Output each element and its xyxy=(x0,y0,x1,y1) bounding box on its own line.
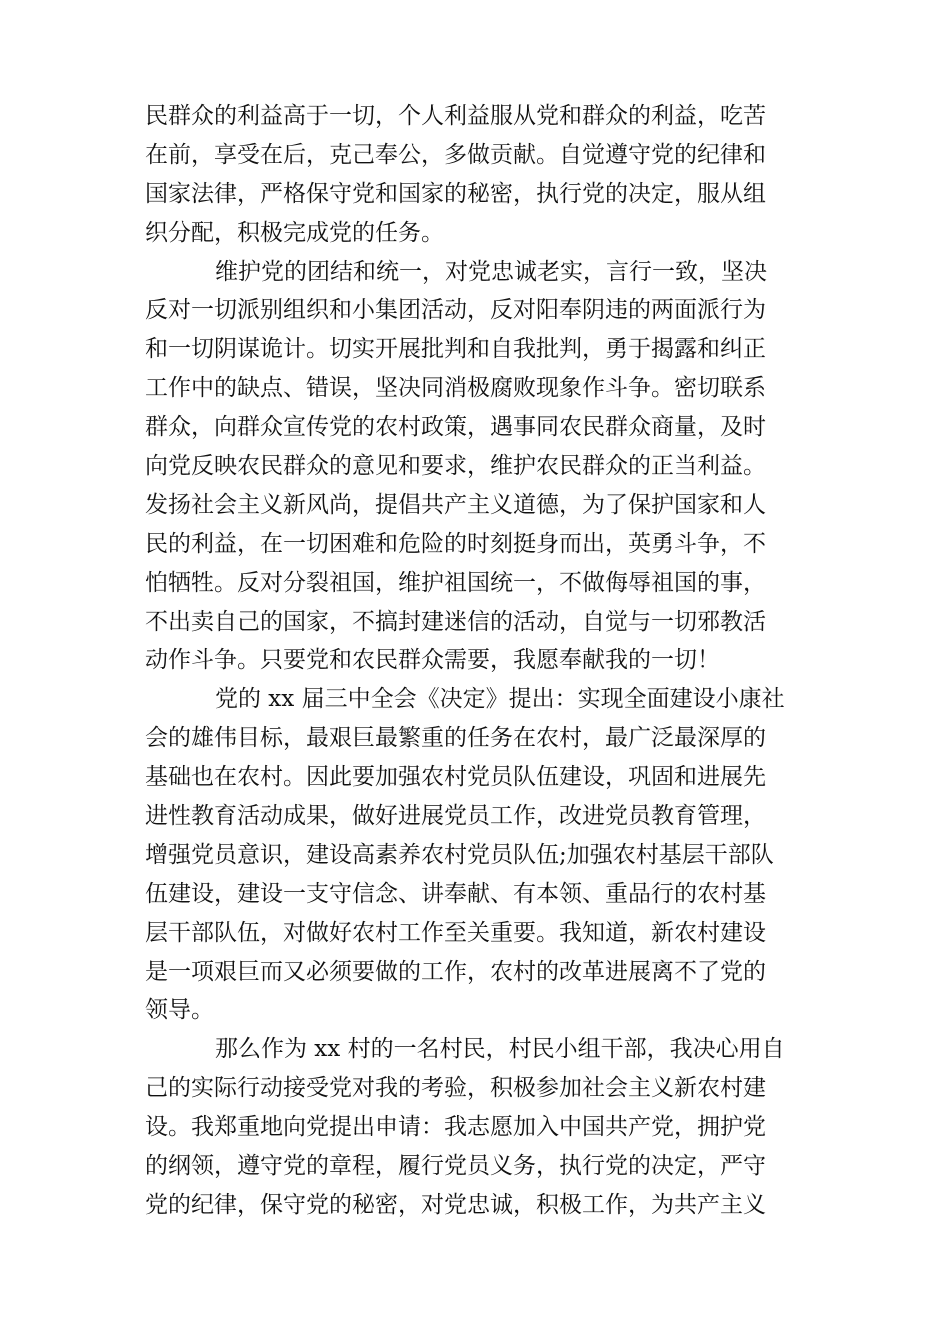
text-line: 怕牺牲。反对分裂祖国，维护祖国统一，不做侮辱祖国的事， xyxy=(145,569,766,596)
text-line: 会的雄伟目标，最艰巨最繁重的任务在农村，最广泛最深厚的 xyxy=(145,725,766,752)
text-line: 层干部队伍，对做好农村工作至关重要。我知道，新农村建设 xyxy=(145,919,766,946)
text-line: 国家法律，严格保守党和国家的秘密，执行党的决定，服从组 xyxy=(145,180,766,207)
text-line: 发扬社会主义新风尚，提倡共产主义道德，为了保护国家和人 xyxy=(145,491,766,518)
paragraph-2 xyxy=(145,253,805,681)
text-line: 基础也在农村。因此要加强农村党员队伍建设，巩固和进展先 xyxy=(145,764,766,791)
text-line: 反对一切派别组织和小集团活动，反对阳奉阴违的两面派行为 xyxy=(145,297,766,324)
text-line-first: 维护党的团结和统一，对党忠诚老实，言行一致，坚决 xyxy=(215,258,767,285)
text-line: 设。我郑重地向党提出申请：我志愿加入中国共产党，拥护党 xyxy=(145,1114,766,1141)
text-line-first: 党的 xx 届三中全会《决定》提出：实现全面建设小康社 xyxy=(215,686,785,713)
text-line: 民的利益，在一切困难和危险的时刻挺身而出，英勇斗争，不 xyxy=(145,530,766,557)
text-line: 进性教育活动成果，做好进展党员工作，改进党员教育管理， xyxy=(145,803,766,830)
text-line: 党的纪律，保守党的秘密，对党忠诚，积极工作，为共产主义 xyxy=(145,1191,766,1218)
text-line: 工作中的缺点、错误，坚决同消极腐败现象作斗争。密切联系 xyxy=(145,375,766,402)
text-line: 增强党员意识，建设高素养农村党员队伍;加强农村基层干部队 xyxy=(145,841,774,868)
text-line: 的纲领，遵守党的章程，履行党员义务，执行党的决定，严守 xyxy=(145,1153,766,1180)
text-line: 伍建设，建设一支守信念、讲奉献、有本领、重品行的农村基 xyxy=(145,880,766,907)
text-line: 织分配，积极完成党的任务。 xyxy=(145,219,444,246)
paragraph-4 xyxy=(145,1030,805,1224)
paragraph-1 xyxy=(145,97,805,253)
text-line: 不出卖自己的国家，不搞封建迷信的活动，自觉与一切邪教活 xyxy=(145,608,766,635)
text-line: 是一项艰巨而又必须要做的工作，农村的改革进展离不了党的 xyxy=(145,958,766,985)
text-line: 己的实际行动接受党对我的考验，积极参加社会主义新农村建 xyxy=(145,1075,766,1102)
text-line-first: 那么作为 xx 村的一名村民，村民小组干部，我决心用自 xyxy=(215,1036,785,1063)
text-line: 群众，向群众宣传党的农村政策，遇事同农民群众商量，及时 xyxy=(145,414,766,441)
text-line: 在前，享受在后，克己奉公，多做贡献。自觉遵守党的纪律和 xyxy=(145,141,766,168)
text-line: 向党反映农民群众的意见和要求，维护农民群众的正当利益。 xyxy=(145,453,766,480)
paragraph-3 xyxy=(145,680,805,1030)
text-line: 和一切阴谋诡计。切实开展批判和自我批判，勇于揭露和纠正 xyxy=(145,336,766,363)
text-line: 民群众的利益高于一切，个人利益服从党和群众的利益，吃苦 xyxy=(145,103,766,129)
text-line: 领导。 xyxy=(145,997,214,1024)
document-body xyxy=(145,97,805,1225)
text-line: 动作斗争。只要党和农民群众需要，我愿奉献我的一切！ xyxy=(145,647,720,674)
